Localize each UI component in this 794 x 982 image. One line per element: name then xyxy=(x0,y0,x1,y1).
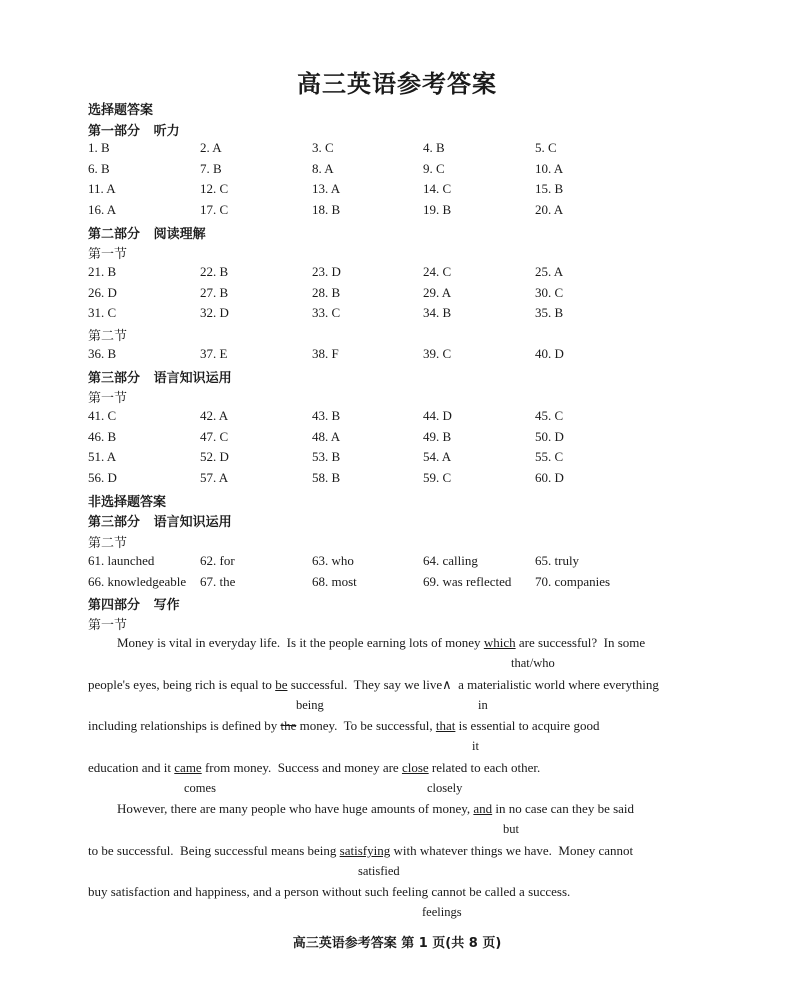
answer-cell: 62. for xyxy=(200,553,235,568)
answer-cell: 11. A xyxy=(88,181,116,197)
error-word: and xyxy=(473,801,493,816)
essay-text: is essential to acquire good xyxy=(455,718,600,733)
error-word: which xyxy=(483,635,516,650)
answer-row xyxy=(88,181,728,197)
section-objective-heading: 选择题答案 xyxy=(88,103,154,118)
answer-cell: 18. B xyxy=(312,202,341,218)
answer-cell: 9. C xyxy=(423,160,445,176)
correction-word: in xyxy=(478,698,488,712)
page-title: 高三英语参考答案 xyxy=(297,69,497,98)
answer-cell: 15. B xyxy=(535,181,564,197)
essay-text: with whatever things we have. Money cannot xyxy=(390,843,634,858)
answer-cell: 48. A xyxy=(312,428,341,444)
answer-cell: 32. D xyxy=(200,305,229,321)
correction-word: that/who xyxy=(511,656,555,670)
answer-cell: 24. C xyxy=(423,264,452,279)
error-word: satisfying xyxy=(339,843,391,858)
answer-cell: 12. C xyxy=(200,181,229,197)
insert-caret: ∧ xyxy=(442,677,452,692)
answer-cell: 57. A xyxy=(200,470,229,486)
answer-cell: 40. D xyxy=(535,346,564,361)
answer-cell: 44. D xyxy=(423,408,452,423)
answer-row xyxy=(88,285,728,301)
section-subjective-heading: 非选择题答案 xyxy=(88,495,167,510)
answer-cell: 29. A xyxy=(423,284,452,300)
answer-cell: 54. A xyxy=(423,449,452,465)
answer-row xyxy=(88,202,728,218)
answer-cell: 23. D xyxy=(312,264,341,279)
answer-row xyxy=(88,346,728,362)
part2-section2-label: 第二节 xyxy=(88,329,128,344)
essay-line-4 xyxy=(88,760,540,776)
essay-line-3 xyxy=(88,718,599,734)
answer-cell: 66. knowledgeable xyxy=(88,573,187,589)
answer-cell: 50. D xyxy=(535,428,564,444)
essay-text: people's eyes, being rich is equal to xyxy=(88,677,276,692)
essay-line-5 xyxy=(117,801,634,817)
answer-cell: 4. B xyxy=(423,140,445,155)
answer-row xyxy=(88,574,728,590)
answer-cell: 60. D xyxy=(535,470,564,486)
answer-cell: 51. A xyxy=(88,449,117,465)
error-word: came xyxy=(174,760,202,775)
answer-row xyxy=(88,305,728,321)
essay-text: are successful? In some xyxy=(515,635,646,650)
answer-cell: 27. B xyxy=(200,284,229,300)
correction-word: it xyxy=(472,739,479,753)
part2-heading: 第二部分 阅读理解 xyxy=(88,227,206,242)
answer-cell: 49. B xyxy=(423,428,452,444)
answer-cell: 34. B xyxy=(423,305,452,321)
answer-cell: 7. B xyxy=(200,160,222,176)
answer-cell: 13. A xyxy=(312,181,341,197)
essay-text: related to each other. xyxy=(428,760,541,775)
part3b-section2-label: 第二节 xyxy=(88,536,128,551)
answer-cell: 21. B xyxy=(88,264,117,279)
answer-cell: 16. A xyxy=(88,202,117,218)
answer-cell: 65. truly xyxy=(535,553,580,568)
answer-cell: 33. C xyxy=(312,305,341,321)
essay-text: money. To be successful, xyxy=(296,718,436,733)
essay-text: Money is vital in everyday life. Is it the people earning lots of money xyxy=(117,635,484,650)
answer-row xyxy=(88,408,728,424)
answer-cell: 58. B xyxy=(312,470,341,486)
answer-row xyxy=(88,264,728,280)
answer-cell: 47. C xyxy=(200,428,229,444)
essay-text: education and it xyxy=(88,760,175,775)
answer-cell: 22. B xyxy=(200,264,229,279)
correction-word: satisfied xyxy=(358,864,400,878)
answer-cell: 6. B xyxy=(88,160,110,176)
answer-cell: 68. most xyxy=(312,573,357,589)
essay-text: However, there are many people who have huge amounts of money, xyxy=(117,801,474,816)
answer-cell: 56. D xyxy=(88,470,117,486)
answer-row xyxy=(88,449,728,465)
part3-section1-label: 第一节 xyxy=(88,391,128,406)
answer-cell: 31. C xyxy=(88,305,117,321)
correction-word: closely xyxy=(427,781,463,795)
answer-cell: 10. A xyxy=(535,160,564,176)
answer-cell: 5. C xyxy=(535,140,557,155)
part3-heading: 第三部分 语言知识运用 xyxy=(88,371,232,386)
answer-cell: 42. A xyxy=(200,408,229,423)
answer-cell: 43. B xyxy=(312,408,341,423)
answer-cell: 20. A xyxy=(535,202,564,218)
error-word: be xyxy=(275,677,288,692)
essay-line-7: buy satisfaction and happiness, and a person without such feeling cannot be called a success. xyxy=(88,884,571,899)
answer-row xyxy=(88,161,728,177)
answer-cell: 1. B xyxy=(88,140,110,155)
essay-text: successful. They say we live xyxy=(287,677,443,692)
correction-word: comes xyxy=(184,781,216,795)
answer-cell: 64. calling xyxy=(423,553,478,568)
answer-cell: 3. C xyxy=(312,140,334,155)
answer-cell: 63. who xyxy=(312,553,354,568)
essay-text: from money. Success and money are xyxy=(201,760,402,775)
essay-text: a materialistic world where everything xyxy=(451,677,659,692)
answer-cell: 17. C xyxy=(200,202,229,218)
essay-line-1 xyxy=(117,635,645,651)
part4-section1-label: 第一节 xyxy=(88,618,128,633)
essay-text: in no case can they be said xyxy=(492,801,635,816)
answer-cell: 46. B xyxy=(88,428,117,444)
answer-cell: 14. C xyxy=(423,181,452,197)
answer-cell: 37. E xyxy=(200,346,228,361)
answer-cell: 25. A xyxy=(535,264,564,279)
answer-cell: 35. B xyxy=(535,305,564,321)
correction-word: being xyxy=(296,698,324,712)
answer-cell: 28. B xyxy=(312,284,341,300)
answer-row xyxy=(88,470,728,486)
deleted-word: the xyxy=(280,718,297,733)
answer-row xyxy=(88,429,728,445)
essay-text: to be successful. Being successful means being xyxy=(88,843,340,858)
error-word: that xyxy=(435,718,456,733)
page-footer: 高三英语参考答案 第 1 页(共 8 页) xyxy=(292,936,502,951)
answer-cell: 41. C xyxy=(88,408,117,423)
answer-cell: 61. launched xyxy=(88,553,155,568)
answer-cell: 69. was reflected xyxy=(423,573,512,589)
answer-cell: 19. B xyxy=(423,202,452,218)
part4-heading: 第四部分 写作 xyxy=(88,598,180,613)
answer-cell: 59. C xyxy=(423,470,452,486)
answer-cell: 36. B xyxy=(88,346,117,361)
correction-word: feelings xyxy=(422,905,462,919)
correction-word: but xyxy=(503,822,519,836)
error-word: close xyxy=(401,760,429,775)
answer-cell: 55. C xyxy=(535,449,564,465)
answer-cell: 53. B xyxy=(312,449,341,465)
answer-cell: 38. F xyxy=(312,346,339,361)
answer-cell: 45. C xyxy=(535,408,564,423)
answer-cell: 30. C xyxy=(535,284,564,300)
essay-text: including relationships is defined by xyxy=(88,718,281,733)
part2-section1-label: 第一节 xyxy=(88,247,128,262)
answer-cell: 2. A xyxy=(200,140,222,155)
essay-line-6 xyxy=(88,843,633,859)
essay-line-2 xyxy=(88,677,659,693)
answer-cell: 67. the xyxy=(200,573,236,589)
answer-row xyxy=(88,140,728,156)
answer-cell: 8. A xyxy=(312,160,334,176)
answer-cell: 26. D xyxy=(88,284,117,300)
answer-row xyxy=(88,553,728,569)
answer-cell: 52. D xyxy=(200,449,229,465)
part1-heading: 第一部分 听力 xyxy=(88,124,180,139)
part3b-heading: 第三部分 语言知识运用 xyxy=(88,515,232,530)
answer-cell: 70. companies xyxy=(535,573,611,589)
answer-cell: 39. C xyxy=(423,346,452,361)
